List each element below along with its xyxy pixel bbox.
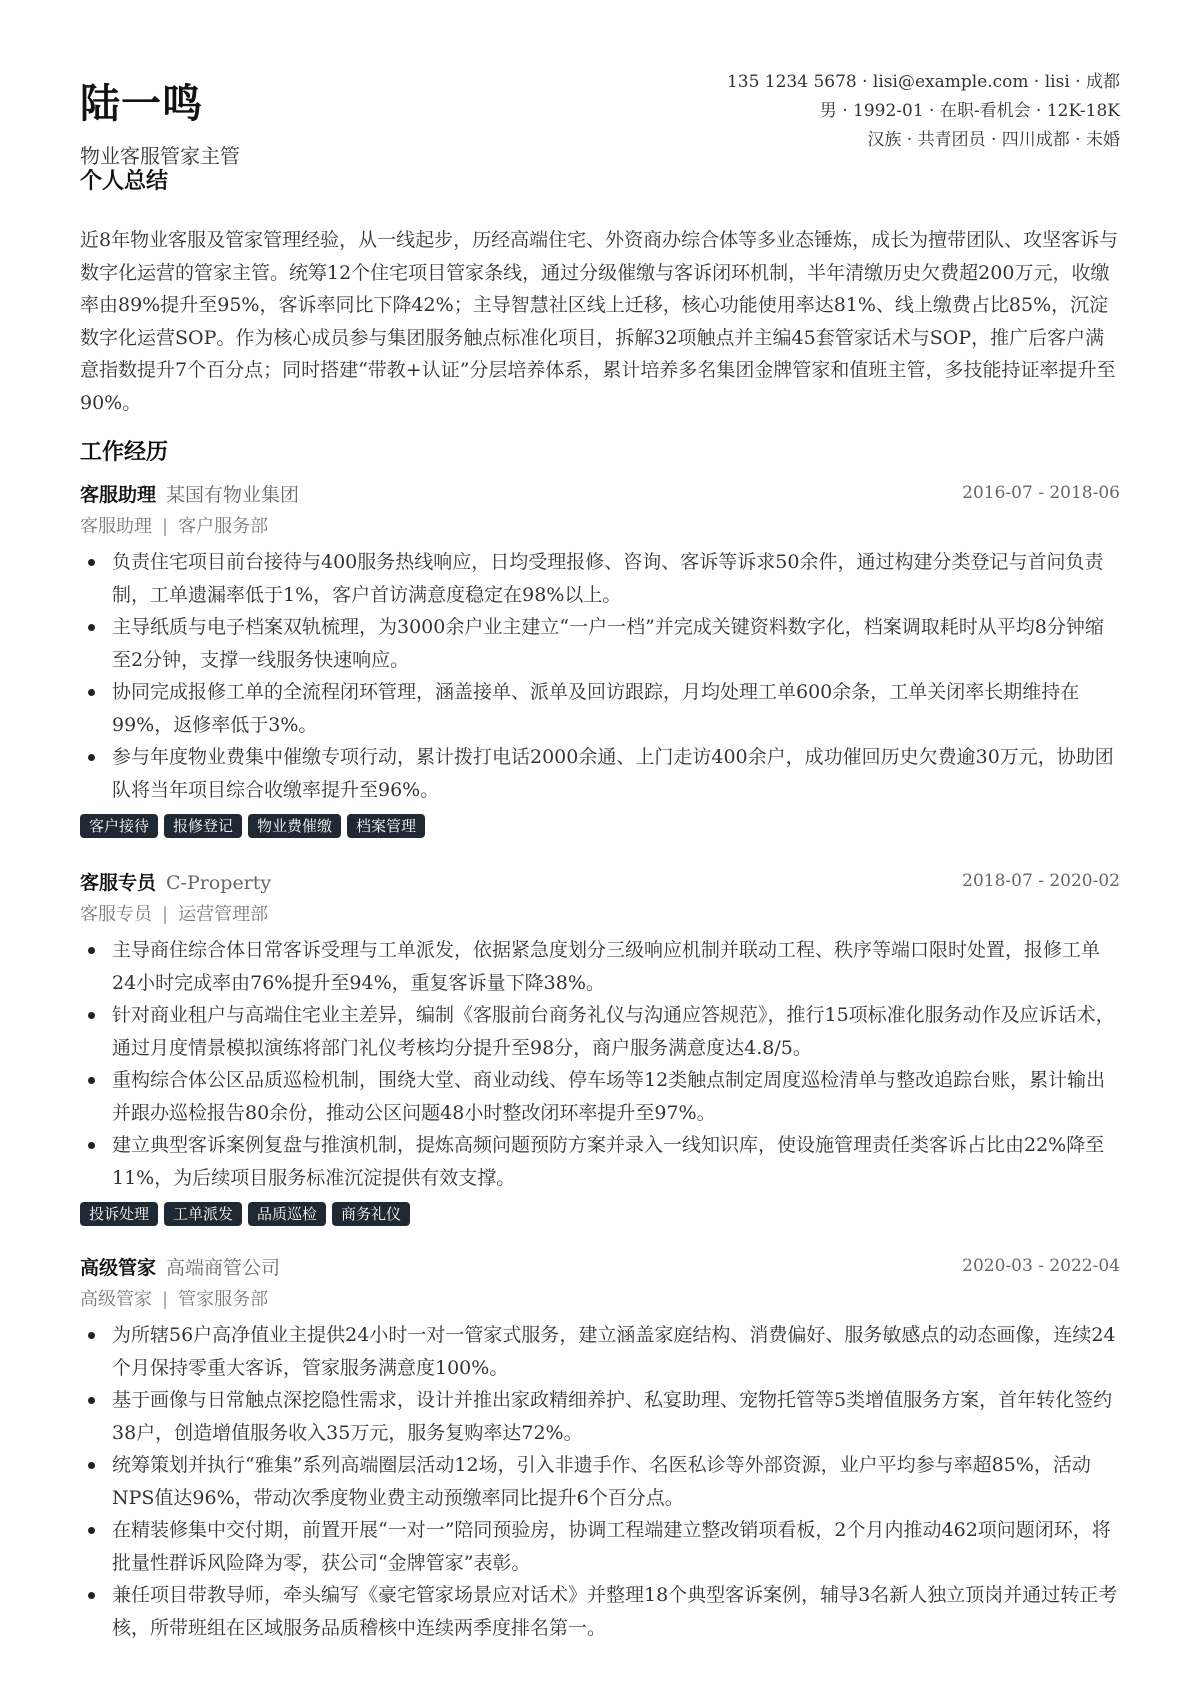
job-subtitle xyxy=(80,900,1120,934)
job-date: 2016-07 - 2018-06 xyxy=(962,483,1120,503)
bullet-item: 为所辖56户高净值业主提供24小时一对一管家式服务，建立涵盖家庭结构、消费偏好、服务敏感点的动态画像，连续24个月保持零重大客诉，管家服务满意度100%。 xyxy=(80,1319,1120,1384)
summary-text: 近8年物业客服及管家管理经验，从一线起步，历经高端住宅、外资商办综合体等多业态锤炼，成长为擅带团队、攻坚客诉与数字化运营的管家主管。统筹12个住宅项目管家条线，通过分级催缴与客诉闭环机制，半年清缴历史欠费超200万元，收缴率由89%提升至95%，客诉率同比下降42%；主导智慧社区线上迁移，核心功能使用率达81%、线上缴费占比85%，沉淀数字化运营SOP。作为核心成员参与集团服务触点标准化项目，拆解32项触点并主编45套管家话术与SOP，推广后客户满意指数提升7个百分点；同时搭建“带教+认证”分层培养体系，累计培养多名集团金牌管家和值班主管，多技能持证率提升至90%。 xyxy=(80,229,1119,414)
skill-tags xyxy=(80,1202,1120,1226)
job-title: 客服专员 xyxy=(80,872,157,894)
skill-tags xyxy=(80,814,1120,838)
job-header xyxy=(80,1253,1120,1285)
contact-info xyxy=(727,68,1120,155)
job-company: 某国有物业集团 xyxy=(166,484,300,506)
separator: | xyxy=(162,516,169,537)
job-date: 2018-07 - 2020-02 xyxy=(962,871,1120,891)
job-title: 高级管家 xyxy=(80,1257,157,1279)
bullet-item: 负责住宅项目前台接待与400服务热线响应，日均受理报修、咨询、客诉等诉求50余件，通过构建分类登记与首问负责制，工单遗漏率低于1%，客户首访满意度稳定在98%以上。 xyxy=(80,546,1120,611)
candidate-role: 物业客服管家主管 xyxy=(80,144,240,168)
bullet-item: 在精装修集中交付期，前置开展“一对一”陪同预验房，协调工程端建立整改销项看板，2个月内推动462项问题闭环，将批量性群诉风险降为零，获公司“金牌管家”表彰。 xyxy=(80,1514,1120,1579)
job-company: C-Property xyxy=(166,872,272,894)
skill-tag: 投诉处理 xyxy=(80,1202,158,1226)
contact-line-1: 135 1234 5678 · lisi@example.com · lisi · 成都 xyxy=(726,72,1120,92)
job-entry xyxy=(80,1253,1120,1644)
bullet-item: 针对商业租户与高端住宅业主差异，编制《客服前台商务礼仪与沟通应答规范》，推行15项标准化服务动作及应诉话术，通过月度情景模拟演练将部门礼仪考核均分提升至98分，商户服务满意度达4.8/5。 xyxy=(80,999,1120,1064)
job-bullets xyxy=(80,934,1120,1194)
job-title: 客服助理 xyxy=(80,484,157,506)
job-company: 高端商管公司 xyxy=(166,1257,281,1279)
skill-tag: 物业费催缴 xyxy=(248,814,341,838)
skill-tag: 商务礼仪 xyxy=(332,1202,410,1226)
separator: | xyxy=(162,904,169,925)
bullet-item: 参与年度物业费集中催缴专项行动，累计拨打电话2000余通、上门走访400余户，成功催回历史欠费逾30万元，协助团队将当年项目综合收缴率提升至96%。 xyxy=(80,741,1120,806)
job-header xyxy=(80,868,1120,900)
bullet-item: 建立典型客诉案例复盘与推演机制，提炼高频问题预防方案并录入一线知识库，使设施管理责任类客诉占比由22%降至11%，为后续项目服务标准沉淀提供有效支撑。 xyxy=(80,1129,1120,1194)
job-department: 客户服务部 xyxy=(178,516,269,537)
job-position: 客服助理 xyxy=(80,516,152,537)
job-entry xyxy=(80,480,1120,838)
bullet-item: 主导商住综合体日常客诉受理与工单派发，依据紧急度划分三级响应机制并联动工程、秩序等端口限时处置，报修工单24小时完成率由76%提升至94%，重复客诉量下降38%。 xyxy=(80,934,1120,999)
bullet-item: 基于画像与日常触点深挖隐性需求，设计并推出家政精细养护、私宴助理、宠物托管等5类增值服务方案，首年转化签约38户，创造增值服务收入35万元，服务复购率达72%。 xyxy=(80,1384,1120,1449)
separator: | xyxy=(162,1289,169,1310)
contact-line-2: 男 · 1992-01 · 在职-看机会 · 12K-18K xyxy=(819,101,1120,121)
candidate-name: 陆一鸣 xyxy=(80,80,203,127)
experience-section-title: 工作经历 xyxy=(80,439,169,465)
job-department: 运营管理部 xyxy=(178,904,269,925)
job-position: 高级管家 xyxy=(80,1289,152,1310)
bullet-item: 兼任项目带教导师，牵头编写《豪宅管家场景应对话术》并整理18个典型客诉案例，辅导3名新人独立顶岗并通过转正考核，所带班组在区域服务品质稽核中连续两季度排名第一。 xyxy=(80,1579,1120,1644)
bullet-item: 主导纸质与电子档案双轨梳理，为3000余户业主建立“一户一档”并完成关键资料数字化，档案调取耗时从平均8分钟缩至2分钟，支撑一线服务快速响应。 xyxy=(80,611,1120,676)
skill-tag: 品质巡检 xyxy=(248,1202,326,1226)
summary-section-title: 个人总结 xyxy=(80,168,169,194)
contact-line-3: 汉族 · 共青团员 · 四川成都 · 未婚 xyxy=(867,130,1120,150)
job-position: 客服专员 xyxy=(80,904,152,925)
job-subtitle xyxy=(80,512,1120,546)
job-entry xyxy=(80,868,1120,1226)
job-bullets xyxy=(80,546,1120,806)
job-subtitle xyxy=(80,1285,1120,1319)
bullet-item: 统筹策划并执行“雅集”系列高端圈层活动12场，引入非遗手作、名医私诊等外部资源，业户平均参与率超85%，活动NPS值达96%，带动次季度物业费主动预缴率同比提升6个百分点。 xyxy=(80,1449,1120,1514)
job-bullets xyxy=(80,1319,1120,1644)
job-date: 2020-03 - 2022-04 xyxy=(962,1256,1120,1276)
skill-tag: 档案管理 xyxy=(347,814,425,838)
job-department: 管家服务部 xyxy=(178,1289,269,1310)
bullet-item: 协同完成报修工单的全流程闭环管理，涵盖接单、派单及回访跟踪，月均处理工单600余条，工单关闭率长期维持在99%，返修率低于3%。 xyxy=(80,676,1120,741)
skill-tag: 工单派发 xyxy=(164,1202,242,1226)
skill-tag: 客户接待 xyxy=(80,814,158,838)
skill-tag: 报修登记 xyxy=(164,814,242,838)
bullet-item: 重构综合体公区品质巡检机制，围绕大堂、商业动线、停车场等12类触点制定周度巡检清单与整改追踪台账，累计输出并跟办巡检报告80余份，推动公区问题48小时整改闭环率提升至97%。 xyxy=(80,1064,1120,1129)
job-header xyxy=(80,480,1120,512)
